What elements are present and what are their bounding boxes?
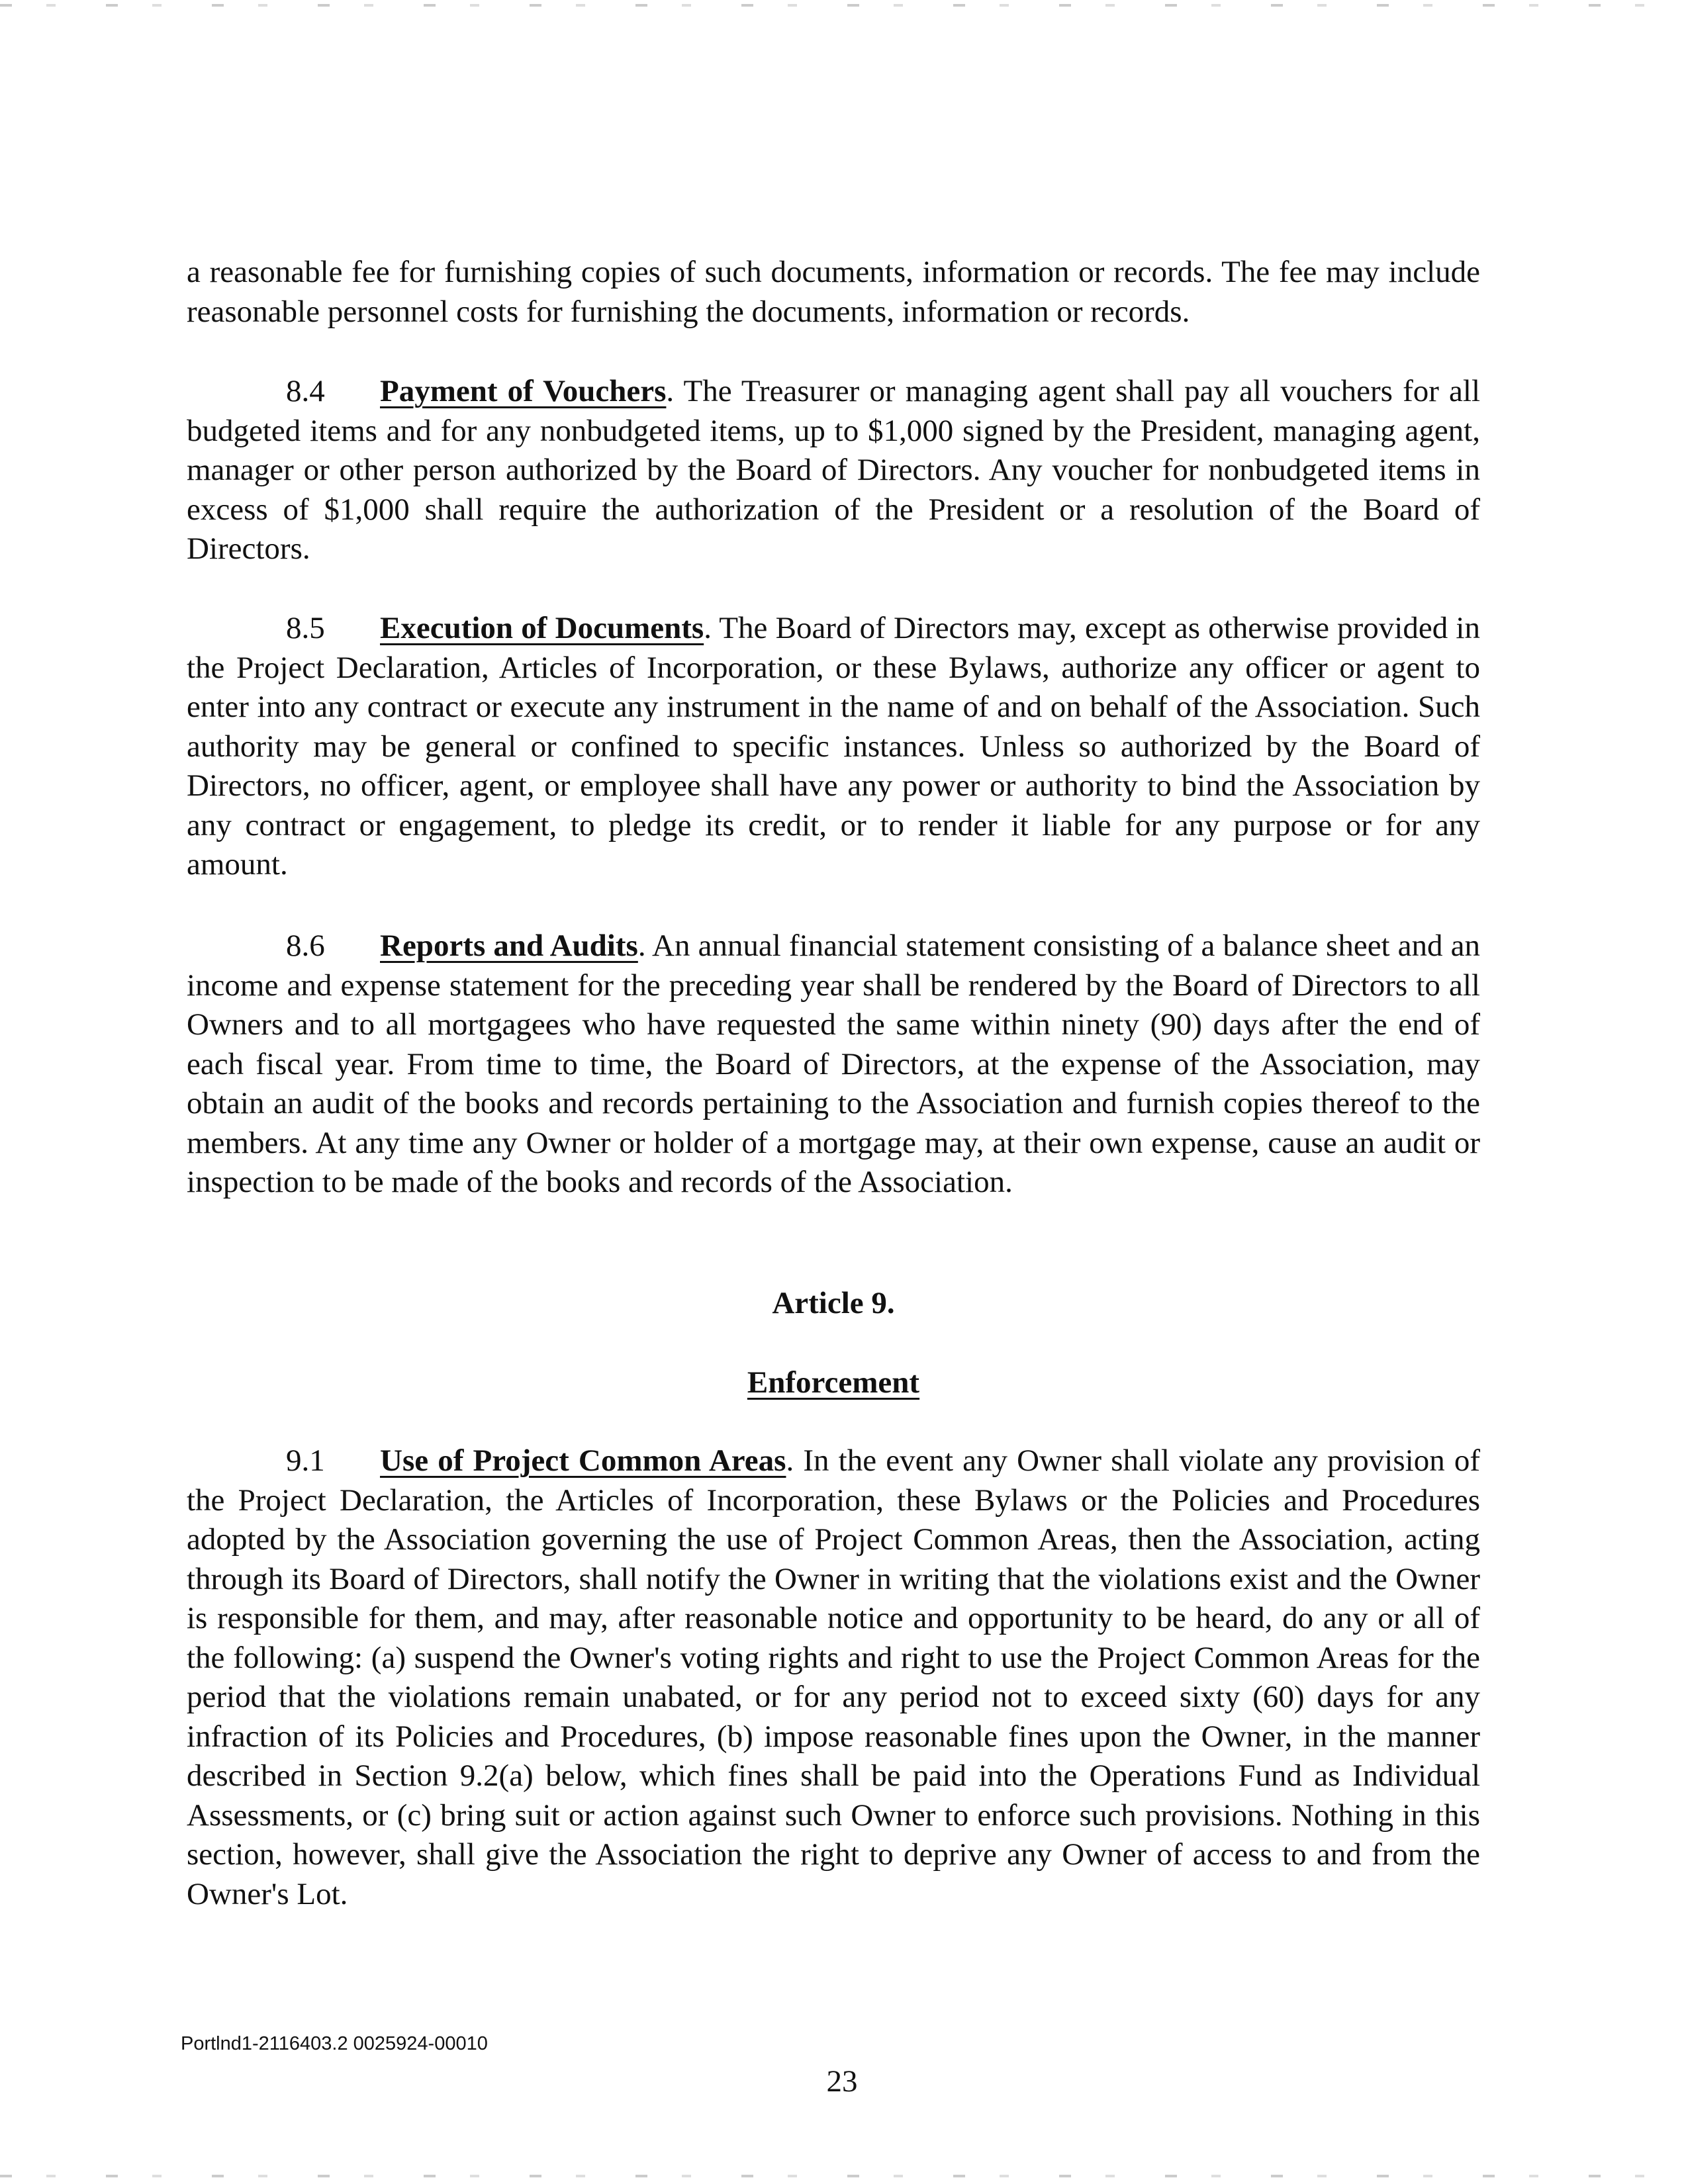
section-heading: Execution of Documents bbox=[380, 611, 704, 645]
scan-artifact-bottom bbox=[0, 2175, 1684, 2177]
section-number: 8.5 bbox=[286, 611, 325, 645]
section-8-5 bbox=[187, 609, 1480, 885]
section-number: 8.4 bbox=[286, 374, 325, 408]
section-8-4 bbox=[187, 372, 1480, 569]
section-heading: Use of Project Common Areas bbox=[380, 1443, 786, 1478]
section-text: . The Board of Directors may, except as otherwise provided in the Project Declaration, Articles of Incorporation, or these Bylaws, authorize any officer or agent to enter into any contract or execute any instrument in the name of and on behalf of the Association. Such authority may be general or confined to specific instances. Unless so authorized by the Board of Directors, no officer, agent, or employee shall have any power or authority to bind the Association by any contract or engagement, to pledge its credit, or to render it liable for any purpose or for any amount. bbox=[187, 611, 1480, 882]
article-title: Article 9. bbox=[772, 1286, 895, 1320]
section-8-6 bbox=[187, 927, 1480, 1203]
section-number: 8.6 bbox=[286, 929, 325, 963]
section-heading: Payment of Vouchers bbox=[380, 374, 667, 408]
page-number: 23 bbox=[826, 2064, 858, 2099]
scan-artifact-top bbox=[0, 4, 1684, 7]
article-subtitle bbox=[187, 1365, 1480, 1400]
section-text: . An annual financial statement consisting of a balance sheet and an income and expense statement for the preceding year shall be rendered by the Board of Directors to all Owners and to all mortgagees who have requested the same within ninety (90) days after the end of each fiscal year. From time to time, the Board of Directors, at the expense of the Association, may obtain an audit of the books and records pertaining to the Association and furnish copies thereof to the members. At any time any Owner or holder of a mortgage may, at their own expense, cause an audit or inspection to be made of the books and records of the Association. bbox=[187, 929, 1480, 1199]
section-9-1 bbox=[187, 1441, 1480, 1914]
section-number: 9.1 bbox=[286, 1443, 325, 1478]
section-text: . The Treasurer or managing agent shall pay all vouchers for all budgeted items and for any nonbudgeted items, up to $1,000 signed by the President, managing agent, manager or other person authorized by the Board of Directors. Any voucher for nonbudgeted items in excess of $1,000 shall require the authorization of the President or a resolution of the Board of Directors. bbox=[187, 374, 1481, 566]
continuation-paragraph: a reasonable fee for furnishing copies of such documents, information or records. The fee may include reasonable personnel costs for furnishing the documents, information or records. bbox=[187, 255, 1480, 329]
article-subtitle-text: Enforcement bbox=[747, 1365, 920, 1400]
section-text: . In the event any Owner shall violate any provision of the Project Declaration, the Articles of Incorporation, these Bylaws or the Policies and Procedures adopted by the Association governing the use of Project Common Areas, then the Association, acting through its Board of Directors, shall notify the Owner in writing that the violations exist and the Owner is responsible for them, and may, after reasonable notice and opportunity to be heard, do any or all of the following: (a) suspend the Owner's voting rights and right to use the Project Common Areas for the period that the violations remain unabated, or for any period not to exceed sixty (60) days for any infraction of its Policies and Procedures, (b) impose reasonable fines upon the Owner, in the manner described in Section 9.2(a) below, which fines shall be paid into the Operations Fund as Individual Assessments, or (c) bring suit or action against such Owner to enforce such provisions. Nothing in this section, however, shall give the Association the right to deprive any Owner of access to and from the Owner's Lot. bbox=[187, 1443, 1480, 1911]
section-heading: Reports and Audits bbox=[380, 929, 638, 963]
footer-document-id: Portlnd1-2116403.2 0025924-00010 bbox=[181, 2033, 488, 2054]
